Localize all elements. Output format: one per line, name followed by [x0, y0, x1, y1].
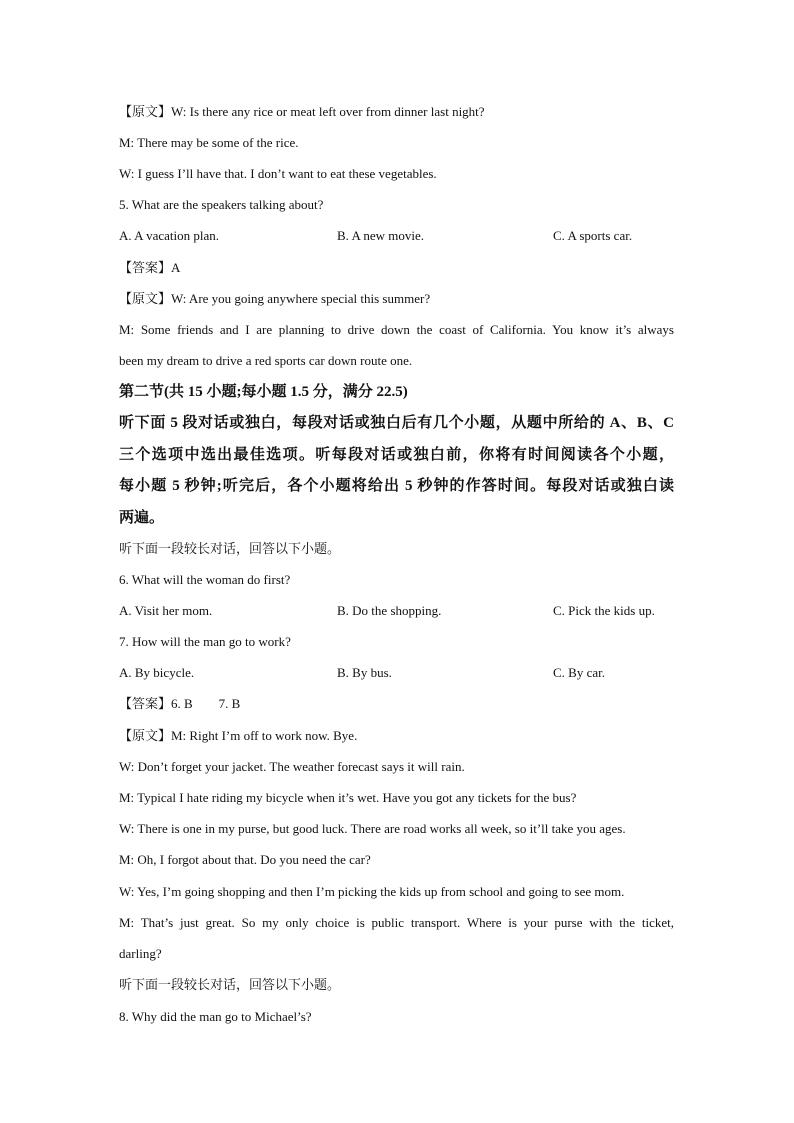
- dialogue-intro: 听下面一段较长对话，回答以下小题。: [119, 541, 341, 556]
- transcript-line: M: Some friends and I are planning to drive down the coast of California. You know it’s always: [119, 322, 674, 337]
- q6-option-a: A. Visit her mom.: [119, 603, 213, 618]
- transcript-line: W: There is one in my purse, but good luck. There are road works all week, so it’ll take you ages.: [119, 821, 626, 836]
- question-7: 7. How will the man go to work?: [119, 634, 291, 649]
- transcript-line: been my dream to drive a red sports car down route one.: [119, 353, 413, 368]
- q6-7-answer: 【答案】6. B 7. B: [119, 696, 241, 711]
- q5-option-c: C. A sports car.: [553, 228, 633, 243]
- transcript-line: M: Oh, I forgot about that. Do you need the car?: [119, 852, 371, 867]
- q5-answer: 【答案】A: [119, 260, 181, 275]
- instruction-line: 两遍。: [119, 510, 165, 526]
- transcript-line: W: Don’t forget your jacket. The weather forecast says it will rain.: [119, 759, 465, 774]
- dialogue-intro: 听下面一段较长对话，回答以下小题。: [119, 977, 341, 992]
- q5-option-a: A. A vacation plan.: [119, 228, 220, 243]
- q7-option-c: C. By car.: [553, 665, 605, 680]
- transcript-line: M: That’s just great. So my only choice is public transport. Where is your purse with the ticket,: [119, 915, 674, 930]
- transcript-line: 【原文】W: Is there any rice or meat left over from dinner last night?: [119, 104, 485, 119]
- instruction-line: 每小题 5 秒钟;听完后，各个小题将给出 5 秒钟的作答时间。每段对话或独白读: [119, 478, 674, 494]
- q7-option-b: B. By bus.: [337, 665, 392, 680]
- q7-option-a: A. By bicycle.: [119, 665, 195, 680]
- q6-option-c: C. Pick the kids up.: [553, 603, 655, 618]
- question-8: 8. Why did the man go to Michael’s?: [119, 1009, 312, 1024]
- transcript-line: W: Yes, I’m going shopping and then I’m picking the kids up from school and going to see mom.: [119, 884, 625, 899]
- instruction-line: 三个选项中选出最佳选项。听每段对话或独白前，你将有时间阅读各个小题，: [119, 447, 674, 463]
- transcript-line: darling?: [119, 946, 162, 961]
- section-heading: 第二节(共 15 小题;每小题 1.5 分，满分 22.5): [119, 384, 408, 400]
- transcript-line: W: I guess I’ll have that. I don’t want to eat these vegetables.: [119, 166, 437, 181]
- transcript-line: 【原文】W: Are you going anywhere special this summer?: [119, 291, 431, 306]
- question-6: 6. What will the woman do first?: [119, 572, 291, 587]
- transcript-line: M: Typical I hate riding my bicycle when it’s wet. Have you got any tickets for the bus?: [119, 790, 577, 805]
- q6-option-b: B. Do the shopping.: [337, 603, 442, 618]
- q5-option-b: B. A new movie.: [337, 228, 425, 243]
- question-5: 5. What are the speakers talking about?: [119, 197, 324, 212]
- transcript-line: 【原文】M: Right I’m off to work now. Bye.: [119, 728, 358, 743]
- transcript-line: M: There may be some of the rice.: [119, 135, 299, 150]
- instruction-line: 听下面 5 段对话或独白，每段对话或独白后有几个小题，从题中所给的 A、B、C: [119, 415, 674, 431]
